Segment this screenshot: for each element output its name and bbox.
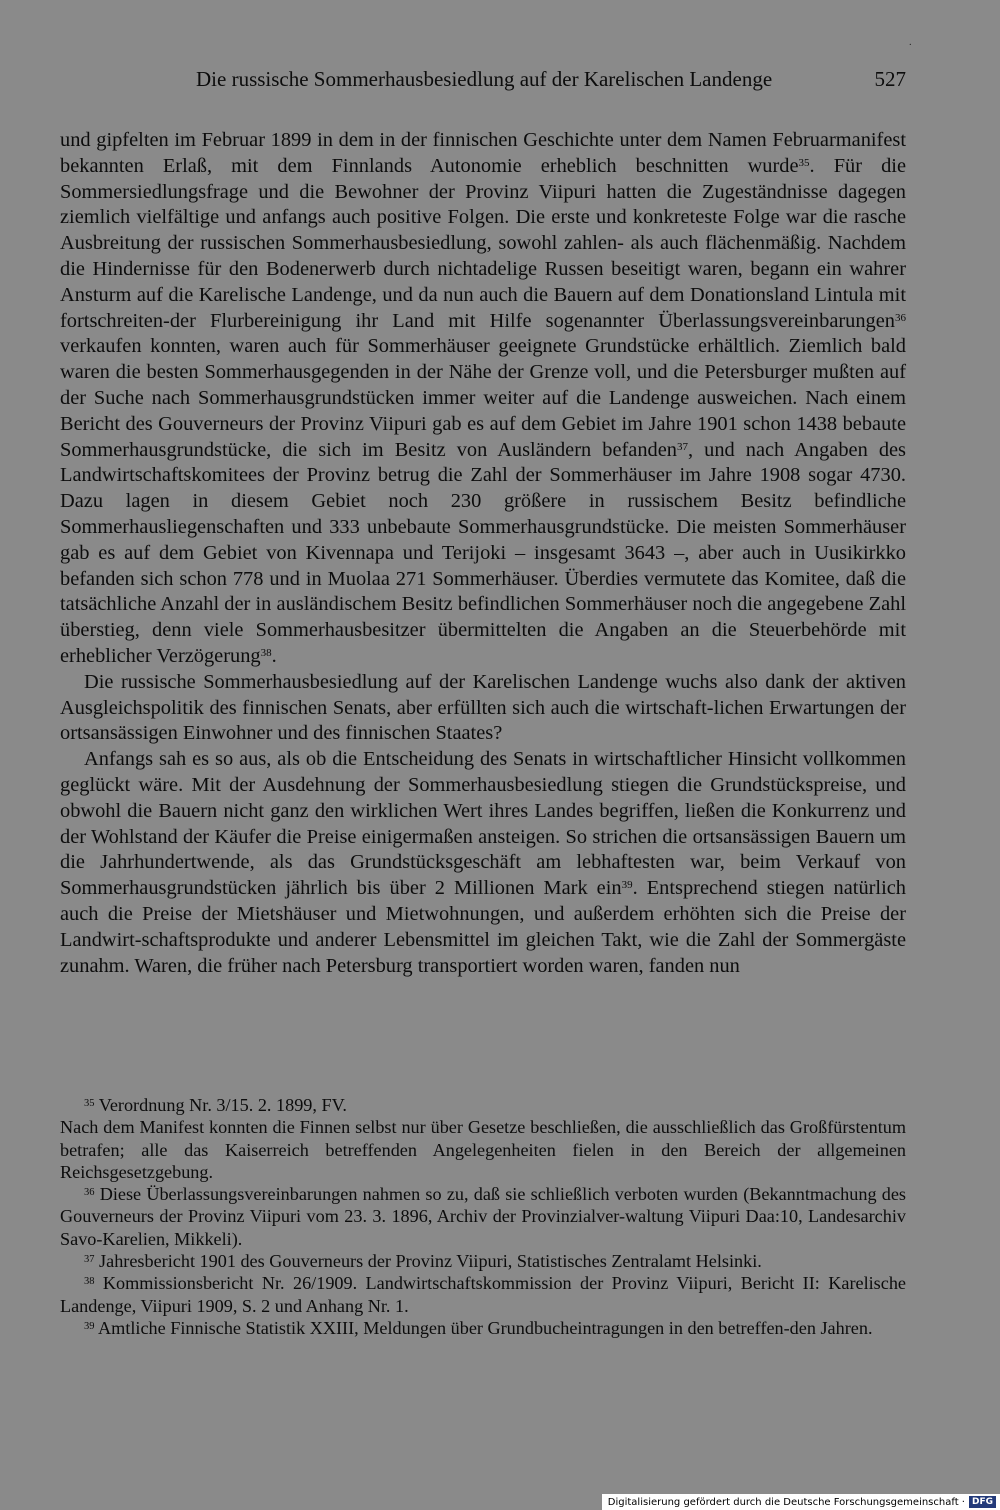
footnote-text: Kommissionsbericht Nr. 26/1909. Landwirtschaftskommission der Provinz Viipuri, Bericht II: Karelische Landenge, Viipuri 1909, S. 2 und Anhang Nr. 1. bbox=[60, 1273, 906, 1316]
running-title: Die russische Sommerhausbesiedlung auf der Karelischen Landenge bbox=[196, 67, 773, 91]
footnote-ref-36: 36 bbox=[895, 311, 906, 324]
footnote-38 bbox=[60, 1272, 906, 1317]
footnote-number: 35 bbox=[84, 1098, 95, 1109]
footnote-text: Verordnung Nr. 3/15. 2. 1899, FV. bbox=[94, 1095, 347, 1115]
text-run: und gipfelten im Februar 1899 in dem in der finnischen Geschichte unter dem Namen Februarmanifest bekannten Erlaß, mit dem Finnlands Autonomie erheblich beschnitten wurde bbox=[60, 129, 906, 177]
page-number: 527 bbox=[874, 67, 906, 91]
footnote-37 bbox=[60, 1250, 906, 1272]
dfg-logo: DFG bbox=[969, 1496, 996, 1508]
digitization-footer bbox=[602, 1494, 1000, 1510]
footnotes bbox=[60, 1094, 906, 1339]
footnote-36 bbox=[60, 1183, 906, 1250]
footnote-39 bbox=[60, 1317, 906, 1339]
text-run: . Für die Sommersiedlungsfrage und die Bewohner der Provinz Viipuri hatten die Zugeständnisse dagegen ziemlich vielfältige und anfangs auch positive Folgen. Die erste und konkreteste Folge war die rasche Ausbreitung der russischen Sommerhausbesiedlung, sowohl zahlen- als auch flächenmäßig. Nachdem die Hindernisse für den Bodenerwerb durch nichtadelige Russen beseitigt waren, begann ein wahrer Ansturm auf die Karelische Landenge, und da nun auch die Bauern auf dem Donationsland Lintula mit fortschreiten-der Flurbereinigung ihr Land mit Hilfe sogenannter Überlassungsvereinbarungen bbox=[60, 154, 906, 332]
paragraph-3 bbox=[60, 747, 906, 979]
footnote-text: Amtliche Finnische Statistik XXIII, Meldungen über Grundbucheintragungen in den betreffen-den Jahren. bbox=[94, 1317, 873, 1338]
footnote-ref-35: 35 bbox=[798, 156, 810, 169]
text-run: . Entsprechend stiegen natürlich auch die Preise der Mietshäuser und Mietwohnungen, und außerdem erhöhten sich die Preise der Landwirt-schaftsprodukte und anderer Lebensmittel im gleichen Takt, wie die Zahl der Sommergäste zunahm. Waren, die früher nach Petersburg transportiert worden waren, fanden nun bbox=[60, 877, 906, 977]
text-run: , und nach Angaben des Landwirtschaftskomitees der Provinz betrug die Zahl der Sommerhäuser im Jahre 1908 sogar 4730. Dazu lagen in diesem Gebiet noch 230 größere in russischem Besitz befindliche Sommerhausliegenschaften und 333 unbebaute Sommerhausgrundstücke. Die meisten Sommerhäuser gab es auf dem Gebiet von Kivennapa und Terijoki – insgesamt 3643 –, aber auch in Uusikirkko befanden sich schon 778 und in Muolaa 271 Sommerhäuser. Überdies vermutete das Komitee, daß die tatsächliche Anzahl der in ausländischem Besitz befindlichen Sommerhäuser noch die angegebene Zahl überstieg, denn viele Sommerhausbesitzer übermittelten die Angaben an die Steuerbehörde mit erheblicher Verzögerung bbox=[60, 438, 906, 667]
footnote-number: 38 bbox=[84, 1276, 95, 1288]
paragraph-1 bbox=[60, 128, 906, 670]
paragraph-2: Die russische Sommerhausbesiedlung auf der Karelischen Landenge wuchs also dank der aktiven Ausgleichspolitik des finnischen Senats, aber erfüllten sich auch die wirtschaft-lichen Erwartungen der ortsansässigen Einwohner und des finnischen Staates? bbox=[60, 670, 906, 745]
footnote-number: 39 bbox=[84, 1320, 95, 1332]
footnote-ref-39: 39 bbox=[621, 879, 633, 892]
footnote-ref-37: 37 bbox=[676, 440, 688, 453]
footnote-number: 36 bbox=[84, 1187, 95, 1199]
text-run: . bbox=[271, 644, 277, 667]
footnote-text: Diese Überlassungsvereinbarungen nahmen so zu, daß sie schließlich verboten wurden (Bekanntmachung des Gouverneurs der Provinz Viipuri vom 23. 3. 1896, Archiv der Provinzialver-waltung Viipuri Daa:10, Landesarchiv Savo-Karelien, Mikkeli). bbox=[60, 1184, 906, 1249]
footnote-text: Jahresbericht 1901 des Gouverneurs der Provinz Viipuri, Statistisches Zentralamt Helsinki. bbox=[94, 1251, 762, 1272]
footnote-ref-38: 38 bbox=[260, 646, 272, 659]
digitization-note: Digitalisierung gefördert durch die Deutsche Forschungsgemeinschaft · bbox=[607, 1496, 965, 1508]
footnote-number: 37 bbox=[84, 1254, 95, 1266]
main-text bbox=[60, 128, 906, 979]
text-run: verkaufen konnten, waren auch für Sommerhäuser geeignete Grundstücke erhältlich. Ziemlich bald waren die besten Sommerhausgegenden in der Nähe der Grenze voll, und die Petersburger mußten auf der Suche nach Sommerhausgrundstücken immer weiter auf die Landenge ausweichen. Nach einem Bericht des Gouverneurs der Provinz Viipuri gab es auf dem Gebiet im Jahre 1901 schon 1438 bebaute Sommerhausgrundstücke, die sich im Besitz von Ausländern befanden bbox=[60, 335, 906, 461]
text-run: Anfangs sah es so aus, als ob die Entscheidung des Senats in wirtschaftlicher Hinsicht vollkommen geglückt wäre. Mit der Ausdehnung der Sommerhausbesiedlung stiegen die Grundstückspreise, und obwohl die Bauern nicht ganz den wirklichen Wert ihres Landes begriffen, ließen die Konkurrenz und der Wohlstand der Käufer die Preise einigermaßen ansteigen. So strichen die ortsansässigen Bauern um die Jahrhundertwende, als das Grundstücksgeschäft am lebhaftesten war, beim Verkauf von Sommerhausgrundstücken jährlich bis über 2 Millionen Mark ein bbox=[60, 748, 906, 900]
footnote-35 bbox=[60, 1094, 906, 1116]
scan-mark: · bbox=[908, 40, 912, 51]
footnote-35-continued: Nach dem Manifest konnten die Finnen selbst nur über Gesetze beschließen, die ausschließlich das Großfürstentum betrafen; alle das Kaiserreich betreffenden Angelegenheiten fielen in den Bereich der allgemeinen Reichsgesetzgebung. bbox=[60, 1117, 906, 1182]
